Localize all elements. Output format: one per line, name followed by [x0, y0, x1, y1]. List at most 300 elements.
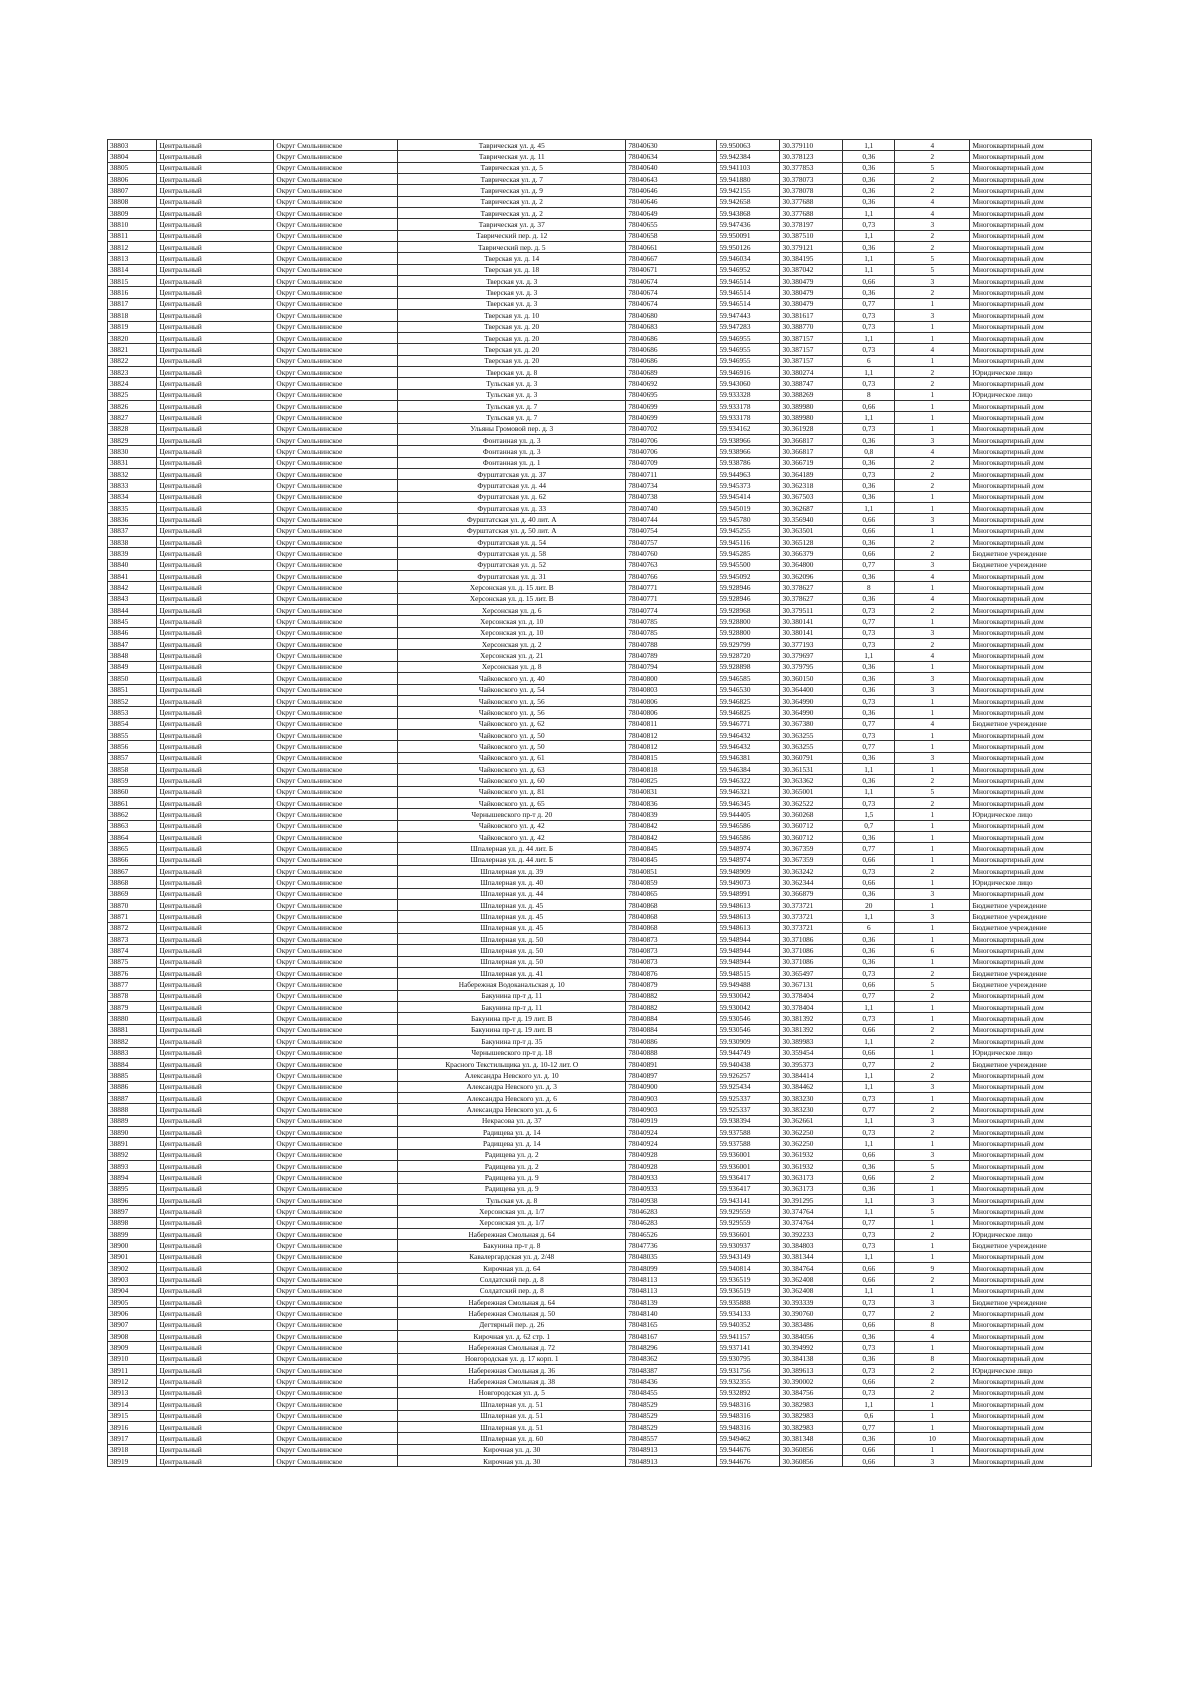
cell-count: 5: [895, 1206, 970, 1217]
cell-municipality: Округ Смольнинское: [274, 809, 398, 820]
cell-municipality: Округ Смольнинское: [274, 605, 398, 616]
table-row: [108, 287, 1092, 298]
cell-row-number: 38857: [108, 752, 157, 763]
cell-district: Центральный: [157, 1217, 274, 1228]
cell-volume: 0,36: [843, 1353, 895, 1364]
cell-district: Центральный: [157, 1070, 274, 1081]
cell-count: 2: [895, 797, 970, 808]
cell-longitude: 30.374764: [780, 1217, 843, 1228]
cell-volume: 0,36: [843, 1331, 895, 1342]
cell-longitude: 30.362250: [780, 1126, 843, 1137]
cell-count: 1: [895, 1444, 970, 1455]
table-row: [108, 1024, 1092, 1035]
cell-address: Александра Невского ул. д. 10: [398, 1070, 626, 1081]
cell-longitude: 30.387157: [780, 355, 843, 366]
cell-count: 1: [895, 922, 970, 933]
cell-row-number: 38913: [108, 1387, 157, 1398]
cell-longitude: 30.384462: [780, 1081, 843, 1092]
table-row: [108, 900, 1092, 911]
cell-municipality: Округ Смольнинское: [274, 968, 398, 979]
cell-district: Центральный: [157, 786, 274, 797]
cell-address: Фурштатская ул. д. 58: [398, 548, 626, 559]
cell-latitude: 59.948944: [717, 934, 780, 945]
cell-count: 1: [895, 934, 970, 945]
cell-municipality: Округ Смольнинское: [274, 208, 398, 219]
cell-count: 1: [895, 1138, 970, 1149]
cell-code: 78040771: [626, 582, 717, 593]
cell-volume: 0,36: [843, 287, 895, 298]
cell-address: Тверская ул. д. 20: [398, 321, 626, 332]
cell-row-number: 38905: [108, 1297, 157, 1308]
cell-volume: 0,77: [843, 1058, 895, 1069]
cell-count: 2: [895, 457, 970, 468]
cell-volume: 0,66: [843, 979, 895, 990]
cell-volume: 1,1: [843, 1399, 895, 1410]
cell-object-type: Многоквартирный дом: [970, 1399, 1092, 1410]
cell-district: Центральный: [157, 1160, 274, 1171]
cell-volume: 0,73: [843, 1342, 895, 1353]
cell-latitude: 59.925434: [717, 1081, 780, 1092]
cell-address: Радищева ул. д. 2: [398, 1149, 626, 1160]
cell-volume: 0,73: [843, 1240, 895, 1251]
cell-row-number: 38836: [108, 514, 157, 525]
cell-count: 3: [895, 434, 970, 445]
cell-address: Фонтанная ул. д. 1: [398, 457, 626, 468]
cell-row-number: 38823: [108, 366, 157, 377]
cell-address: Тверская ул. д. 18: [398, 264, 626, 275]
cell-object-type: Многоквартирный дом: [970, 945, 1092, 956]
cell-latitude: 59.944963: [717, 468, 780, 479]
cell-row-number: 38839: [108, 548, 157, 559]
cell-row-number: 38906: [108, 1308, 157, 1319]
cell-volume: 0,6: [843, 1410, 895, 1421]
table-row: [108, 1297, 1092, 1308]
cell-district: Центральный: [157, 332, 274, 343]
cell-district: Центральный: [157, 264, 274, 275]
cell-district: Центральный: [157, 1308, 274, 1319]
table-row: [108, 208, 1092, 219]
cell-latitude: 59.940438: [717, 1058, 780, 1069]
cell-municipality: Округ Смольнинское: [274, 1115, 398, 1126]
cell-object-type: Многоквартирный дом: [970, 1387, 1092, 1398]
cell-municipality: Округ Смольнинское: [274, 310, 398, 321]
cell-address: Радищева ул. д. 14: [398, 1126, 626, 1137]
cell-row-number: 38817: [108, 298, 157, 309]
cell-latitude: 59.948613: [717, 911, 780, 922]
cell-longitude: 30.378078: [780, 185, 843, 196]
cell-object-type: Многоквартирный дом: [970, 151, 1092, 162]
cell-volume: 0,66: [843, 1172, 895, 1183]
cell-code: 78040903: [626, 1104, 717, 1115]
cell-object-type: Многоквартирный дом: [970, 537, 1092, 548]
cell-longitude: 30.379110: [780, 140, 843, 151]
cell-municipality: Округ Смольнинское: [274, 503, 398, 514]
cell-code: 78040740: [626, 503, 717, 514]
cell-district: Центральный: [157, 1229, 274, 1240]
cell-longitude: 30.389613: [780, 1365, 843, 1376]
table-row: [108, 412, 1092, 423]
cell-row-number: 38844: [108, 605, 157, 616]
cell-object-type: Многоквартирный дом: [970, 196, 1092, 207]
cell-municipality: Округ Смольнинское: [274, 695, 398, 706]
table-row: [108, 1263, 1092, 1274]
cell-volume: 1,1: [843, 1115, 895, 1126]
cell-object-type: Многоквартирный дом: [970, 185, 1092, 196]
table-row: [108, 1251, 1092, 1262]
cell-volume: 0,36: [843, 956, 895, 967]
cell-code: 78040865: [626, 888, 717, 899]
cell-district: Центральный: [157, 378, 274, 389]
cell-row-number: 38821: [108, 344, 157, 355]
cell-row-number: 38845: [108, 616, 157, 627]
table-row: [108, 1308, 1092, 1319]
cell-longitude: 30.387042: [780, 264, 843, 275]
cell-volume: 1,1: [843, 332, 895, 343]
cell-longitude: 30.380479: [780, 287, 843, 298]
cell-municipality: Округ Смольнинское: [274, 1183, 398, 1194]
cell-code: 78040695: [626, 389, 717, 400]
cell-address: Шпалерная ул. д. 45: [398, 900, 626, 911]
cell-longitude: 30.362687: [780, 503, 843, 514]
cell-count: 4: [895, 718, 970, 729]
cell-address: Тверская ул. д. 20: [398, 332, 626, 343]
cell-code: 78040655: [626, 219, 717, 230]
cell-latitude: 59.946586: [717, 831, 780, 842]
cell-address: Шпалерная ул. д. 50: [398, 934, 626, 945]
cell-code: 78040646: [626, 196, 717, 207]
cell-code: 78040699: [626, 412, 717, 423]
cell-longitude: 30.361928: [780, 423, 843, 434]
cell-municipality: Округ Смольнинское: [274, 1285, 398, 1296]
cell-latitude: 59.946034: [717, 253, 780, 264]
cell-longitude: 30.383486: [780, 1319, 843, 1330]
cell-code: 78040842: [626, 831, 717, 842]
cell-code: 78040706: [626, 434, 717, 445]
cell-object-type: Многоквартирный дом: [970, 673, 1092, 684]
cell-address: Таврическая ул. д. 9: [398, 185, 626, 196]
cell-row-number: 38860: [108, 786, 157, 797]
cell-count: 1: [895, 809, 970, 820]
cell-count: 2: [895, 1024, 970, 1035]
cell-row-number: 38893: [108, 1160, 157, 1171]
cell-longitude: 30.362522: [780, 797, 843, 808]
cell-district: Центральный: [157, 537, 274, 548]
cell-code: 78048099: [626, 1263, 717, 1274]
cell-district: Центральный: [157, 571, 274, 582]
cell-object-type: Многоквартирный дом: [970, 491, 1092, 502]
cell-row-number: 38856: [108, 741, 157, 752]
cell-district: Центральный: [157, 1376, 274, 1387]
cell-code: 78047736: [626, 1240, 717, 1251]
cell-municipality: Округ Смольнинское: [274, 1058, 398, 1069]
cell-volume: 0,73: [843, 1365, 895, 1376]
cell-object-type: Многоквартирный дом: [970, 741, 1092, 752]
cell-municipality: Округ Смольнинское: [274, 230, 398, 241]
cell-code: 78040938: [626, 1194, 717, 1205]
cell-latitude: 59.928720: [717, 650, 780, 661]
cell-district: Центральный: [157, 140, 274, 151]
cell-latitude: 59.930795: [717, 1353, 780, 1364]
cell-longitude: 30.363242: [780, 866, 843, 877]
cell-address: Фурштатская ул. д. 52: [398, 559, 626, 570]
cell-address: Тверская ул. д. 14: [398, 253, 626, 264]
cell-municipality: Округ Смольнинское: [274, 616, 398, 627]
cell-volume: 0,77: [843, 1217, 895, 1228]
table-row: [108, 695, 1092, 706]
table-row: [108, 423, 1092, 434]
cell-address: Херсонская ул. д. 1/7: [398, 1206, 626, 1217]
cell-row-number: 38891: [108, 1138, 157, 1149]
cell-row-number: 38805: [108, 162, 157, 173]
cell-count: 3: [895, 911, 970, 922]
cell-district: Центральный: [157, 1115, 274, 1126]
cell-volume: 0,66: [843, 1263, 895, 1274]
cell-row-number: 38841: [108, 571, 157, 582]
cell-municipality: Округ Смольнинское: [274, 1251, 398, 1262]
cell-volume: 1,1: [843, 140, 895, 151]
table-row: [108, 480, 1092, 491]
cell-count: 1: [895, 900, 970, 911]
cell-longitude: 30.383230: [780, 1104, 843, 1115]
table-row: [108, 503, 1092, 514]
table-row: [108, 1183, 1092, 1194]
cell-longitude: 30.362344: [780, 877, 843, 888]
cell-row-number: 38899: [108, 1229, 157, 1240]
cell-object-type: Многоквартирный дом: [970, 140, 1092, 151]
table-row: [108, 1002, 1092, 1013]
cell-volume: 0,66: [843, 514, 895, 525]
cell-volume: 1,5: [843, 809, 895, 820]
cell-row-number: 38879: [108, 1002, 157, 1013]
cell-district: Центральный: [157, 230, 274, 241]
cell-municipality: Округ Смольнинское: [274, 480, 398, 491]
cell-latitude: 59.946955: [717, 355, 780, 366]
cell-count: 1: [895, 1342, 970, 1353]
cell-code: 78040689: [626, 366, 717, 377]
table-row: [108, 1365, 1092, 1376]
cell-address: Тверская ул. д. 20: [398, 344, 626, 355]
cell-municipality: Округ Смольнинское: [274, 446, 398, 457]
cell-object-type: Многоквартирный дом: [970, 1172, 1092, 1183]
table-row: [108, 355, 1092, 366]
cell-address: Шпалерная ул. д. 60: [398, 1433, 626, 1444]
cell-latitude: 59.930042: [717, 990, 780, 1001]
cell-row-number: 38840: [108, 559, 157, 570]
cell-municipality: Округ Смольнинское: [274, 468, 398, 479]
cell-count: 3: [895, 684, 970, 695]
cell-count: 3: [895, 888, 970, 899]
cell-object-type: Многоквартирный дом: [970, 1081, 1092, 1092]
cell-municipality: Округ Смольнинское: [274, 559, 398, 570]
cell-volume: 1,1: [843, 412, 895, 423]
table-row: [108, 866, 1092, 877]
cell-code: 78040800: [626, 673, 717, 684]
cell-row-number: 38812: [108, 242, 157, 253]
cell-row-number: 38831: [108, 457, 157, 468]
cell-address: Таврический пер. д. 5: [398, 242, 626, 253]
cell-latitude: 59.940814: [717, 1263, 780, 1274]
cell-district: Центральный: [157, 242, 274, 253]
cell-municipality: Округ Смольнинское: [274, 1387, 398, 1398]
cell-latitude: 59.946514: [717, 276, 780, 287]
table-row: [108, 877, 1092, 888]
cell-volume: 0,7: [843, 820, 895, 831]
cell-count: 3: [895, 310, 970, 321]
cell-longitude: 30.390760: [780, 1308, 843, 1319]
cell-row-number: 38867: [108, 866, 157, 877]
table-row: [108, 831, 1092, 842]
cell-object-type: Многоквартирный дом: [970, 1433, 1092, 1444]
cell-address: Таврическая ул. д. 2: [398, 196, 626, 207]
cell-object-type: Многоквартирный дом: [970, 752, 1092, 763]
cell-municipality: Округ Смольнинское: [274, 400, 398, 411]
cell-volume: 1,1: [843, 650, 895, 661]
cell-latitude: 59.937588: [717, 1138, 780, 1149]
cell-municipality: Округ Смольнинское: [274, 831, 398, 842]
cell-code: 78046283: [626, 1206, 717, 1217]
cell-district: Центральный: [157, 1024, 274, 1035]
cell-count: 4: [895, 650, 970, 661]
cell-volume: 0,73: [843, 866, 895, 877]
cell-row-number: 38858: [108, 763, 157, 774]
table-row: [108, 1070, 1092, 1081]
cell-district: Центральный: [157, 1263, 274, 1274]
cell-code: 78040702: [626, 423, 717, 434]
cell-address: Таврическая ул. д. 37: [398, 219, 626, 230]
cell-longitude: 30.371086: [780, 945, 843, 956]
cell-object-type: Многоквартирный дом: [970, 1376, 1092, 1387]
cell-row-number: 38849: [108, 661, 157, 672]
cell-code: 78040903: [626, 1092, 717, 1103]
cell-row-number: 38900: [108, 1240, 157, 1251]
cell-object-type: Многоквартирный дом: [970, 344, 1092, 355]
cell-row-number: 38917: [108, 1433, 157, 1444]
cell-code: 78040760: [626, 548, 717, 559]
cell-count: 8: [895, 1319, 970, 1330]
cell-code: 78040643: [626, 174, 717, 185]
cell-row-number: 38880: [108, 1013, 157, 1024]
cell-municipality: Округ Смольнинское: [274, 457, 398, 468]
cell-count: 2: [895, 230, 970, 241]
table-row: [108, 242, 1092, 253]
cell-longitude: 30.371086: [780, 956, 843, 967]
cell-longitude: 30.365001: [780, 786, 843, 797]
cell-latitude: 59.948316: [717, 1399, 780, 1410]
cell-address: Тульская ул. д. 8: [398, 1194, 626, 1205]
table-row: [108, 1421, 1092, 1432]
cell-municipality: Округ Смольнинское: [274, 321, 398, 332]
cell-district: Центральный: [157, 151, 274, 162]
cell-municipality: Округ Смольнинское: [274, 1365, 398, 1376]
cell-volume: 1,1: [843, 253, 895, 264]
cell-object-type: Юридическое лицо: [970, 1365, 1092, 1376]
cell-municipality: Округ Смольнинское: [274, 366, 398, 377]
cell-volume: 0,36: [843, 242, 895, 253]
cell-latitude: 59.931756: [717, 1365, 780, 1376]
cell-object-type: Бюджетное учреждение: [970, 718, 1092, 729]
cell-address: Чайковского ул. д. 56: [398, 707, 626, 718]
cell-longitude: 30.367359: [780, 843, 843, 854]
cell-count: 2: [895, 1274, 970, 1285]
cell-latitude: 59.943141: [717, 1194, 780, 1205]
cell-volume: 1,1: [843, 208, 895, 219]
cell-latitude: 59.932892: [717, 1387, 780, 1398]
cell-address: Тульская ул. д. 7: [398, 400, 626, 411]
cell-latitude: 59.930546: [717, 1024, 780, 1035]
cell-volume: 0,66: [843, 276, 895, 287]
cell-row-number: 38884: [108, 1058, 157, 1069]
cell-object-type: Многоквартирный дом: [970, 400, 1092, 411]
cell-object-type: Многоквартирный дом: [970, 378, 1092, 389]
cell-row-number: 38806: [108, 174, 157, 185]
data-table: [107, 139, 1092, 1467]
cell-object-type: Многоквартирный дом: [970, 707, 1092, 718]
cell-object-type: Юридическое лицо: [970, 366, 1092, 377]
cell-district: Центральный: [157, 162, 274, 173]
cell-longitude: 30.393339: [780, 1297, 843, 1308]
cell-latitude: 59.930042: [717, 1002, 780, 1013]
cell-latitude: 59.949462: [717, 1433, 780, 1444]
cell-municipality: Округ Смольнинское: [274, 888, 398, 899]
cell-district: Центральный: [157, 344, 274, 355]
cell-code: 78040699: [626, 400, 717, 411]
cell-latitude: 59.946771: [717, 718, 780, 729]
cell-code: 78048140: [626, 1308, 717, 1319]
cell-volume: 0,66: [843, 1319, 895, 1330]
cell-address: Таврическая ул. д. 5: [398, 162, 626, 173]
cell-count: 2: [895, 605, 970, 616]
cell-volume: 0,66: [843, 400, 895, 411]
cell-row-number: 38810: [108, 219, 157, 230]
cell-district: Центральный: [157, 831, 274, 842]
cell-volume: 0,77: [843, 843, 895, 854]
cell-latitude: 59.948974: [717, 843, 780, 854]
cell-municipality: Округ Смольнинское: [274, 1353, 398, 1364]
cell-municipality: Округ Смольнинское: [274, 775, 398, 786]
table-row: [108, 446, 1092, 457]
table-row: [108, 1149, 1092, 1160]
cell-count: 4: [895, 571, 970, 582]
cell-district: Центральный: [157, 468, 274, 479]
cell-code: 78040886: [626, 1036, 717, 1047]
table-row: [108, 945, 1092, 956]
cell-district: Центральный: [157, 900, 274, 911]
cell-municipality: Округ Смольнинское: [274, 1126, 398, 1137]
cell-code: 78046283: [626, 1217, 717, 1228]
table-row: [108, 968, 1092, 979]
cell-latitude: 59.928968: [717, 605, 780, 616]
cell-latitude: 59.946955: [717, 332, 780, 343]
cell-code: 78040873: [626, 945, 717, 956]
cell-count: 1: [895, 1285, 970, 1296]
cell-district: Центральный: [157, 253, 274, 264]
cell-count: 1: [895, 1240, 970, 1251]
cell-district: Центральный: [157, 1126, 274, 1137]
cell-object-type: Многоквартирный дом: [970, 1353, 1092, 1364]
cell-district: Центральный: [157, 1013, 274, 1024]
table-row: [108, 162, 1092, 173]
cell-address: Фурштатская ул. д. 62: [398, 491, 626, 502]
cell-row-number: 38825: [108, 389, 157, 400]
cell-object-type: Юридическое лицо: [970, 1229, 1092, 1240]
table-row: [108, 650, 1092, 661]
cell-volume: 0,73: [843, 321, 895, 332]
cell-volume: 0,77: [843, 616, 895, 627]
cell-row-number: 38830: [108, 446, 157, 457]
cell-object-type: Многоквартирный дом: [970, 1160, 1092, 1171]
cell-address: Фурштатская ул. д. 50 лит. А: [398, 525, 626, 536]
cell-latitude: 59.948944: [717, 956, 780, 967]
